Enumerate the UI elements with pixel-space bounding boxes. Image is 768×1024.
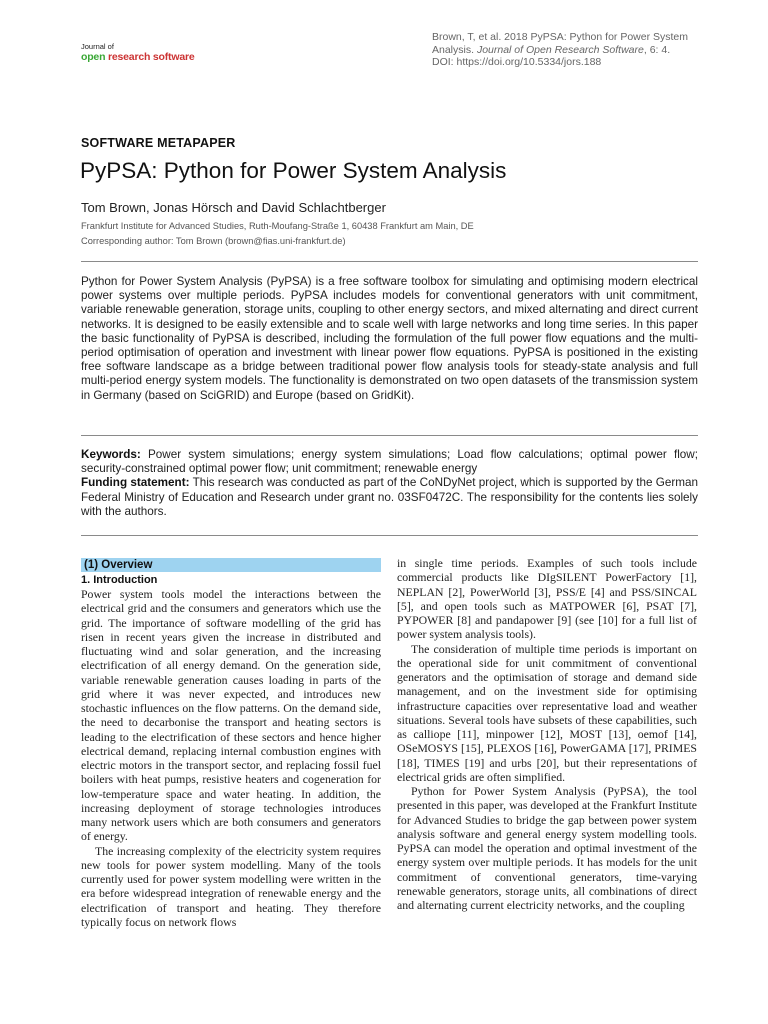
keywords-block [81,448,698,519]
citation-doi[interactable]: DOI: https://doi.org/10.5334/jors.188 [432,56,602,68]
body-paragraph: The consideration of multiple time periods is important on the operational side for unit commitment of conventional generators and the optimisation of storage and demand side management, and on the investment side for optimising infrastructure capacities over representative load and weather situations. Several tools have subsets of these capabilities, such as calliope [11], minpower [12], MOST [13], oemof [14], OSeMOSYS [15], PLEXOS [16], PowerGAMA [17], PRIMES [18], TIMES [19] and urbs [20], but their representations of electrical grids are often simplified. [397,641,697,784]
divider-bottom [81,535,698,536]
citation-block [432,31,722,69]
body-paragraph: Power system tools model the interactions between the electrical grid and the consumers and generators which use the grid. The importance of software modelling of the grid has risen in recent years given the increase in distributed and fluctuating wind and solar generation, and the increasing electrification of all energy demand. On the generation side, variable renewable generation causes loading in parts of the grid where it was never expected, and introduces new stochastic influences on the flow patterns. On the demand side, the need to decarbonise the transport and heating sectors is leading to the electrification of these sectors and hence higher electrical demand, replacing internal combustion engines with electric motors in the transport sector, and replacing fossil fuel boilers with heat pumps, resistive heaters and cogeneration for low-temperature space and water heating. In addition, the increasing deployment of storage technologies introduces many network users which are both consumers and generators of energy. [81,587,381,844]
keywords-text: Power system simulations; energy system simulations; Load flow calculations; optimal power flow; security-constrained optimal power flow; unit commitment; renewable energy [81,448,698,476]
keywords-label: Keywords: [81,448,141,461]
funding-label: Funding statement: [81,476,190,490]
paper-title: PyPSA: Python for Power System Analysis [80,158,507,183]
body-paragraph: The increasing complexity of the electricity system requires new tools for power system modelling. Many of the tools currently used for power system modelling were written in the era before widespread integration of renewable energy and the electrification of transport and heating. They therefore typically focus on network flows [81,843,381,929]
citation-line-2-post: , 6: 4. [643,43,671,56]
section-label: SOFTWARE METAPAPER [81,136,236,150]
journal-logo-name [81,51,194,63]
citation-line-2 [432,44,722,57]
journal-logo-small: Journal of [81,42,114,51]
overview-heading: (1) Overview [81,558,381,572]
body-paragraph: in single time periods. Examples of such tools include commercial products like DIgSILENT PowerFactory [1], NEPLAN [2], PowerWorld [3], PSS/E [4] and PSS/SINCAL [5], and open tools such as MATPOWER [6], PSAT [7], PYPOWER [8] and pandapower [9] (see [10] for a full list of power system analysis tools). [397,556,697,642]
corresponding-author[interactable]: Corresponding author: Tom Brown (brown@fias.uni-frankfurt.de) [81,236,346,246]
citation-line-2-pre: Analysis. [432,43,477,56]
funding-text: This research was conducted as part of the CoNDyNet project, which is supported by the German Federal Ministry of Education and Research under grant no. 03SF0472C. The responsibility for the contents lies solely with the authors. [81,476,698,518]
abstract: Python for Power System Analysis (PyPSA) is a free software toolbox for simulating and optimising modern electrical power systems over multiple periods. PyPSA includes models for conventional generators with unit commitment, variable renewable generation, storage units, coupling to other energy sectors, and mixed alternating and direct current networks. It is designed to be easily extensible and to scale well with large networks and long time series. In this paper the basic functionality of PyPSA is described, including the formulation of the full power flow equations and the multi-period optimisation of operation and investment with linear power flow equations. PyPSA is positioned in the existing free software landscape as a bridge between traditional power flow analysis tools for steady-state analysis and full multi-period energy system models. The functionality is demonstrated on two open datasets of the transmission system in Germany (based on SciGRID) and Europe (based on GridKit). [81,275,698,402]
journal-logo[interactable] [81,43,194,63]
divider-top [81,261,698,262]
divider-middle [81,435,698,436]
body-paragraph: Python for Power System Analysis (PyPSA), the tool presented in this paper, was developed at the Frankfurt Institute for Advanced Studies to bridge the gap between power system analysis software and general energy system modelling tools. PyPSA can model the operation and optimal investment of the energy system over multiple periods. It has models for the unit commitment of conventional generators, time-varying renewable generators, storage units, all combinations of direct and alternating current electricity networks, and the coupling [397,784,697,912]
funding-statement [81,476,698,519]
journal-logo-open: open [81,51,108,63]
journal-logo-rest: research software [108,51,195,63]
body-column-left [81,558,381,929]
affiliation: Frankfurt Institute for Advanced Studies, Ruth-Moufang-Straße 1, 60438 Frankfurt am Main, DE [81,221,474,231]
citation-journal: Journal of Open Research Software [476,43,644,56]
introduction-heading: 1. Introduction [81,574,158,586]
authors: Tom Brown, Jonas Hörsch and David Schlachtberger [81,200,386,215]
keywords [81,448,698,476]
affiliation-block [81,219,474,249]
citation-line-1: Brown, T, et al. 2018 PyPSA: Python for Power System [432,31,689,43]
body-column-right [397,556,697,912]
